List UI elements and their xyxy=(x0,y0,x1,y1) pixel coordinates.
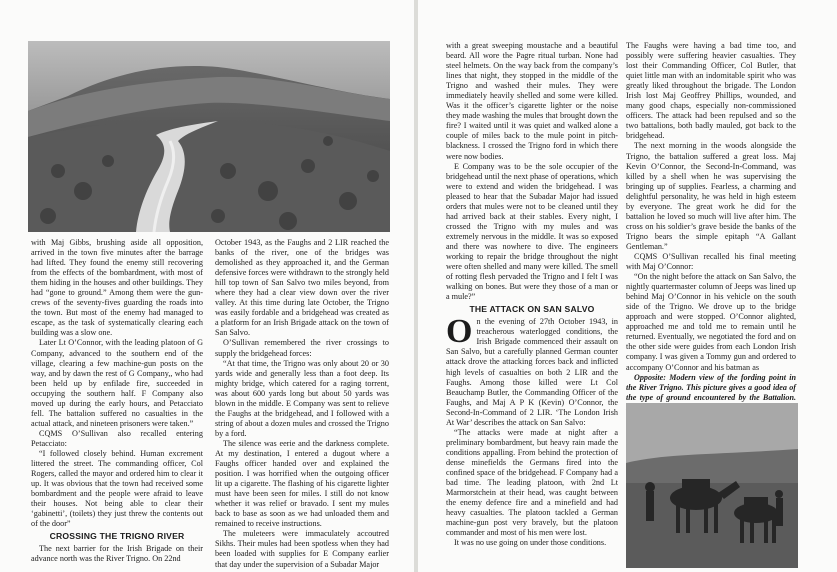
mule-train-image xyxy=(626,403,798,568)
paragraph: CQMS O’Sullivan recalled his final meeting with Maj O’Connor: xyxy=(626,251,796,272)
quote-paragraph: “On the night before the attack on San Salvo, the nightly quartermaster column of Jeeps was lined up behind Maj O’Connor in his vehicle on the south side of the Trigno. We drove up to the bridge approach and were stopped. O’Connor alighted, approached me and told me to remain until he returned. Eventually, we negotiated the ford and on the other side were guides from each London Irish company. I was given a Tommy gun and ordered to accompany O’Connor and his batman as xyxy=(626,272,796,372)
mule-train-photo xyxy=(626,403,798,568)
dropcap-letter: O xyxy=(446,313,473,351)
left-column-1 xyxy=(31,238,203,565)
paragraph: The silence was eerie and the darkness complete. At my destination, I entered a dugout where a Faughs officer handed over and explained the position. I was horrified when the outgoing officer lit up a cigarette. The flashing of his cigarette lighter must have been seen for miles. I still do not know whether it was relief or bravado. I sent my mules back to base as soon as we had unloaded them and remained to receive instructions. xyxy=(215,438,389,529)
paragraph-with-dropcap xyxy=(446,313,618,428)
right-column-2 xyxy=(626,41,796,413)
river-landscape-image xyxy=(28,41,390,232)
river-trigno-photo xyxy=(28,41,390,232)
paragraph: October 1943, as the Faughs and 2 LIR reached the banks of the river, one of the bridges was demolished as they approached it, and the German defensive forces were withdrawn to the strongly held hill top town of San Salvo two miles beyond, from where they had a clear view down over the river valley. At this time during late October, the Trigno was easily fordable and a bridgehead was created as a platform for an Irish Brigade attack on the town of San Salvo. xyxy=(215,238,389,338)
paragraph: The muleteers were immaculately accoutred Sikhs. Their mules had been spotless when they had been loaded with supplies for E Company earlier that day under the supervision of a Subadar Major xyxy=(215,529,389,569)
paragraph: with a great sweeping moustache and a beautiful beard. All wore the Pagre ritual turban. None had steel helmets. On the way back from the company’s lines that night, they stopped in the middle of the Trigno and washed their mules. They were immediately heavily shelled and some were killed. Was it the officer’s cigarette lighter or the noise they made washing the mules that brought down the fire? I waited until it was quiet and walked alone a couple of miles back to the mule point in pitch-blackness. I crossed the Trigno ford in which there were now bodies. xyxy=(446,41,618,161)
paragraph: The next barrier for the Irish Brigade on their advance north was the River Trigno. On 22nd xyxy=(31,544,203,564)
left-column-2 xyxy=(215,238,389,570)
paragraph: Later Lt O’Connor, with the leading platoon of G Company, advanced to the southern end of the village, clearing a few machine-gun posts on the way, and by dawn the rest of G Company,, who had been held up by enfilade fire, succeeded in occupying the southern half. F Company also moved up during the early hours, and Petacciato fell. The battalion suffered no casualties in the actual attack, and nineteen prisoners were taken.” xyxy=(31,338,203,428)
dropcap-paragraph-text: n the evening of 27th October 1943, in treacherous waterlogged conditions, the Irish Brigade commenced their assault on San Salvo, but a carefully planned German counter attack drove the attacking forces back and inflicted high levels of casualties on both 2 LIR and the Faughs. Among those killed were Lt Col Beauchamp Butler, the Commanding Officer of the Faughs, and Maj A P K (Kevin) O’Connor, the Second-In-Command of 2 LIR. ‘The London Irish At War’ describes the attack on San Salvo: xyxy=(446,317,618,427)
paragraph: The next morning in the woods alongside the Trigno, the battalion suffered a great loss. Maj Kevin O’Connor, the Second-In-Command, was killed by a shell when he was supervising the bringing up of supplies. Fearless, a charming and delightful personality, he was held in high esteem by everyone. The great work he did for the battalion he loved so much will live after him. The cross on his soldier’s grave beside the banks of the Trigno bears the simple epitaph “A Gallant Gentleman.” xyxy=(626,141,796,251)
right-page xyxy=(418,0,837,572)
paragraph: O’Sullivan remembered the river crossings to supply the bridgehead forces: xyxy=(215,338,389,358)
photo-caption: Opposite: Modern view of the fording point in the River Trigno. This picture gives a good idea of the type of ground encountered by the Battalion. xyxy=(626,372,796,402)
paragraph: It was no use going on under those conditions. xyxy=(454,538,607,548)
paragraph: with Maj Gibbs, brushing aside all opposition, arrived in the town five minutes after the barrage had lifted. They found the enemy still recovering from the effects of the bombardment, with most of them hiding in the houses and other buildings. They had “gone to ground.” Among them were the gun-crews of the seventy-fives guarding the roads into the town. But most of the enemy had managed to escape, as the task of systematically clearing each building was a slow one. xyxy=(31,238,203,338)
paragraph: CQMS O’Sullivan also recalled entering Petacciato: xyxy=(31,428,203,448)
paragraph: The Faughs were having a bad time too, and possibly were suffering heavier casualties. They lost their Commanding Officer, Col Butler, that quiet little man with an indomitable spirit who was greatly liked throughout the brigade. The London Irish lost Maj Geoffrey Phillips, wounded, and many good chaps, especially non-commissioned officers. The attack had been repulsed and so the two battalions, both badly mauled, got back to the bridgehead. xyxy=(626,41,796,141)
left-page xyxy=(0,0,414,572)
quote-paragraph: “At that time, the Trigno was only about 20 or 30 yards wide and generally less than a foot deep. Its mighty bridge, which catered for a raging torrent, was about 600 yards long but about 50 yards was blown in the middle. E Company was sent to relieve the Faughs at the bridgehead, and I followed with a string of about a dozen mules and crossed the Trigno by a ford. xyxy=(215,358,389,438)
quote-paragraph: “The attacks were made at night after a preliminary bombardment, but heavy rain made the conditions appalling. From behind the protection of dense minefields the Germans fired into the confined space of the bridgehead. F Company had a bad time. The leading platoon, with 2nd Lt Marmorstchein at their head, was caught between the enemy defence fire and a minefield and had heavy casualties. The platoon tackled a German machine-gun post very bravely, but the platoon commander and most of his men were lost. xyxy=(446,427,618,538)
section-heading-crossing-trigno: CROSSING THE TRIGNO RIVER xyxy=(49,531,185,542)
paragraph: E Company was to be the sole occupier of the bridgehead until the next phase of operations, which were to extend and widen the bridgehead. I was pleased to hear that the Subadar Major had issued orders that mules were not to be cleaned until they had arrived back at their stables. Every night, I crossed the Trigno with my mules and was extremely nervous in the middle. It was so exposed and there was nowhere to dive. The engineers working to repair the bridge throughout the night were often shelled and many were killed. The smell of rotting flesh pervaded the Trigno and I felt I was walking on bones. But were they those of a man or a mule?” xyxy=(446,161,618,302)
right-column-1 xyxy=(446,41,618,548)
quote-paragraph: “I followed closely behind. Human excrement littered the street. The commanding officer, Col Rogers, called the mayor and ordered him to clear it up. It was obvious that the town had received some bombardment and the people were afraid to leave their houses. Not being able to clear their ‘gabinetti’, (toilets) they just threw the contents out of the door” xyxy=(31,448,203,529)
section-heading-attack-san-salvo: THE ATTACK ON SAN SALVO xyxy=(469,304,595,315)
